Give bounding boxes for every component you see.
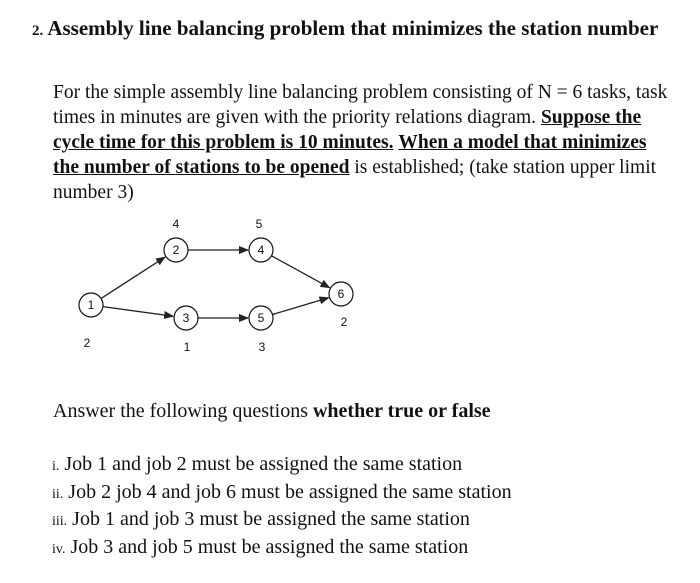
question-numeral: iii. (52, 514, 68, 529)
task-id-label: 5 (257, 311, 265, 325)
section-number: 2. (32, 23, 44, 39)
task-time-label: 3 (258, 340, 266, 354)
question-text: Job 1 and job 2 must be assigned the same station (64, 453, 463, 475)
task-node-1 (79, 293, 103, 350)
edge-1-2 (101, 257, 165, 298)
statement-part-1: For the simple assembly line balancing problem consisting of N = 6 tasks, task times in minutes are given with the priority relations diagram. (53, 82, 668, 128)
questions-heading (53, 400, 491, 423)
question-numeral: iv. (52, 541, 66, 557)
task-id-label: 1 (87, 298, 95, 312)
section-title: Assembly line balancing problem that minimizes the station number (47, 16, 659, 40)
task-node-6 (329, 282, 353, 329)
problem-statement (53, 80, 668, 205)
question-item (52, 452, 512, 480)
edge-4-6 (272, 256, 330, 288)
task-id-label: 2 (172, 243, 180, 257)
task-id-label: 6 (337, 287, 345, 301)
statement-part-2: is established; (take station upper limit number 3) (53, 157, 657, 203)
task-node-4 (249, 217, 273, 262)
task-node-5 (249, 306, 273, 354)
task-time-label: 2 (83, 336, 91, 350)
question-text: Job 2 job 4 and job 6 must be assigned the same station (68, 480, 512, 503)
question-item (52, 535, 512, 563)
question-numeral: ii. (52, 486, 64, 502)
question-numeral: i. (52, 459, 60, 474)
task-node-2 (164, 217, 188, 262)
question-text: Job 1 and job 3 must be assigned the same station (72, 508, 470, 530)
question-list (52, 452, 512, 562)
task-time-label: 4 (172, 217, 180, 231)
edge-5-6 (272, 298, 328, 315)
question-item (52, 507, 512, 535)
statement-cycle-time: Suppose the cycle time for this problem is 10 minutes. (53, 107, 642, 153)
precedence-diagram (60, 210, 380, 370)
task-time-label: 5 (255, 217, 263, 231)
section-heading (32, 16, 658, 41)
questions-heading-text: Answer the following questions (53, 400, 308, 422)
questions-heading-emphasis: whether true or false (312, 400, 491, 422)
task-time-label: 1 (183, 340, 191, 354)
task-time-label: 2 (340, 315, 348, 329)
task-id-label: 3 (182, 311, 190, 325)
edge-1-3 (103, 307, 173, 317)
task-id-label: 4 (257, 243, 265, 257)
task-node-3 (174, 306, 198, 354)
question-item (52, 480, 512, 508)
question-text: Job 3 and job 5 must be assigned the same station (70, 535, 469, 558)
statement-model: When a model that minimizes the number of stations to be opened (53, 132, 647, 178)
